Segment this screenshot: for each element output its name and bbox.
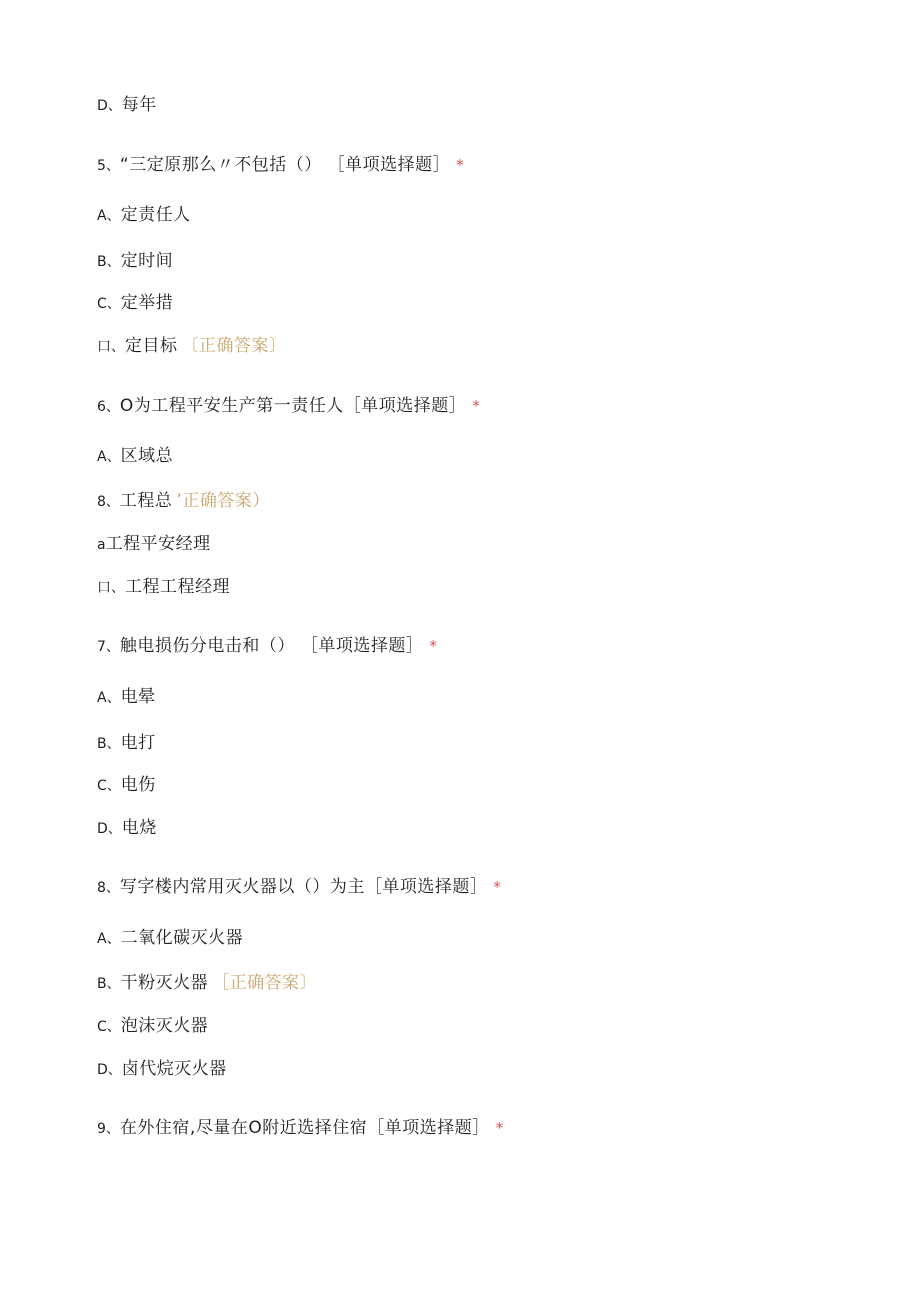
question-line bbox=[97, 395, 480, 418]
required-asterisk: * bbox=[456, 156, 465, 174]
option-text: 工程平安经理 bbox=[105, 534, 211, 554]
option-text: 二氧化碳灭火器 bbox=[120, 928, 244, 948]
question-number: 7、 bbox=[97, 639, 120, 655]
option-mark: D、 bbox=[97, 98, 122, 114]
option-mark: A、 bbox=[97, 690, 121, 706]
option-line bbox=[97, 686, 156, 709]
option-mark: 口、 bbox=[97, 339, 125, 355]
option-mark: 口、 bbox=[97, 580, 125, 596]
option-mark: a bbox=[97, 537, 106, 553]
option-mark: 8、 bbox=[97, 494, 120, 510]
option-line bbox=[97, 774, 156, 797]
question-text: 在外住宿,尽量在O附近选择住宿［单项选择题］ bbox=[119, 1118, 490, 1138]
question-number: 6、 bbox=[97, 399, 120, 415]
option-line bbox=[97, 335, 287, 358]
option-mark: A、 bbox=[97, 931, 121, 947]
option-text: 电烧 bbox=[121, 818, 157, 838]
option-mark: A、 bbox=[97, 208, 121, 224]
correct-answer-tag: 〔正确答案〕 bbox=[181, 336, 287, 356]
question-text: 写字楼内常用灭火器以（）为主［单项选择题］ bbox=[119, 877, 488, 897]
required-asterisk: * bbox=[429, 637, 438, 655]
question-line bbox=[97, 154, 464, 177]
question-text: 触电损伤分电击和（） ［单项选择题］ bbox=[119, 636, 424, 656]
required-asterisk: * bbox=[493, 878, 502, 896]
question-number: 9、 bbox=[97, 1121, 120, 1137]
option-line bbox=[97, 94, 157, 117]
question-line bbox=[97, 635, 437, 658]
correct-answer-tag: ［正确答案〕 bbox=[212, 973, 318, 993]
option-line bbox=[97, 1058, 227, 1081]
option-mark: B、 bbox=[97, 976, 121, 992]
option-mark: A、 bbox=[97, 449, 121, 465]
option-line bbox=[97, 533, 211, 556]
option-line bbox=[97, 490, 270, 513]
question-line bbox=[97, 1117, 504, 1140]
required-asterisk: * bbox=[472, 397, 481, 415]
option-line bbox=[97, 445, 173, 468]
option-line bbox=[97, 576, 230, 599]
option-mark: B、 bbox=[97, 736, 121, 752]
question-number: 8、 bbox=[97, 880, 120, 896]
option-text: 区域总 bbox=[120, 446, 174, 466]
question-number: 5、 bbox=[97, 158, 120, 174]
option-text: 定时间 bbox=[120, 251, 174, 271]
option-mark: C、 bbox=[97, 1019, 121, 1035]
question-text: “三定原那么〃不包括（） ［单项选择题］ bbox=[119, 155, 451, 175]
option-mark: B、 bbox=[97, 254, 121, 270]
option-text: 每年 bbox=[121, 95, 157, 115]
option-mark: C、 bbox=[97, 778, 121, 794]
option-text: 卤代烷灭火器 bbox=[121, 1059, 227, 1079]
option-line bbox=[97, 204, 191, 227]
option-line bbox=[97, 250, 173, 273]
option-text: 电打 bbox=[120, 733, 156, 753]
option-mark: D、 bbox=[97, 821, 122, 837]
option-line bbox=[97, 927, 243, 950]
required-asterisk: * bbox=[495, 1119, 504, 1137]
question-line bbox=[97, 876, 501, 899]
question-text: O为工程平安生产第一责任人［单项选择题］ bbox=[119, 396, 467, 416]
option-line bbox=[97, 292, 173, 315]
correct-answer-tag: ’正确答案） bbox=[176, 491, 270, 511]
option-line bbox=[97, 972, 317, 995]
option-text: 泡沫灭火器 bbox=[120, 1016, 209, 1036]
option-text: 工程工程经理 bbox=[125, 577, 230, 597]
option-text: 干粉灭火器 bbox=[120, 973, 209, 993]
option-text: 定责任人 bbox=[120, 205, 191, 225]
option-line bbox=[97, 732, 156, 755]
option-text: 电伤 bbox=[120, 775, 156, 795]
option-mark: C、 bbox=[97, 296, 121, 312]
option-text: 定举措 bbox=[120, 293, 174, 313]
option-line bbox=[97, 817, 157, 840]
option-text: 定目标 bbox=[125, 336, 178, 356]
option-text: 工程总 bbox=[119, 491, 173, 511]
option-text: 电晕 bbox=[120, 687, 156, 707]
option-line bbox=[97, 1015, 208, 1038]
option-mark: D、 bbox=[97, 1062, 122, 1078]
